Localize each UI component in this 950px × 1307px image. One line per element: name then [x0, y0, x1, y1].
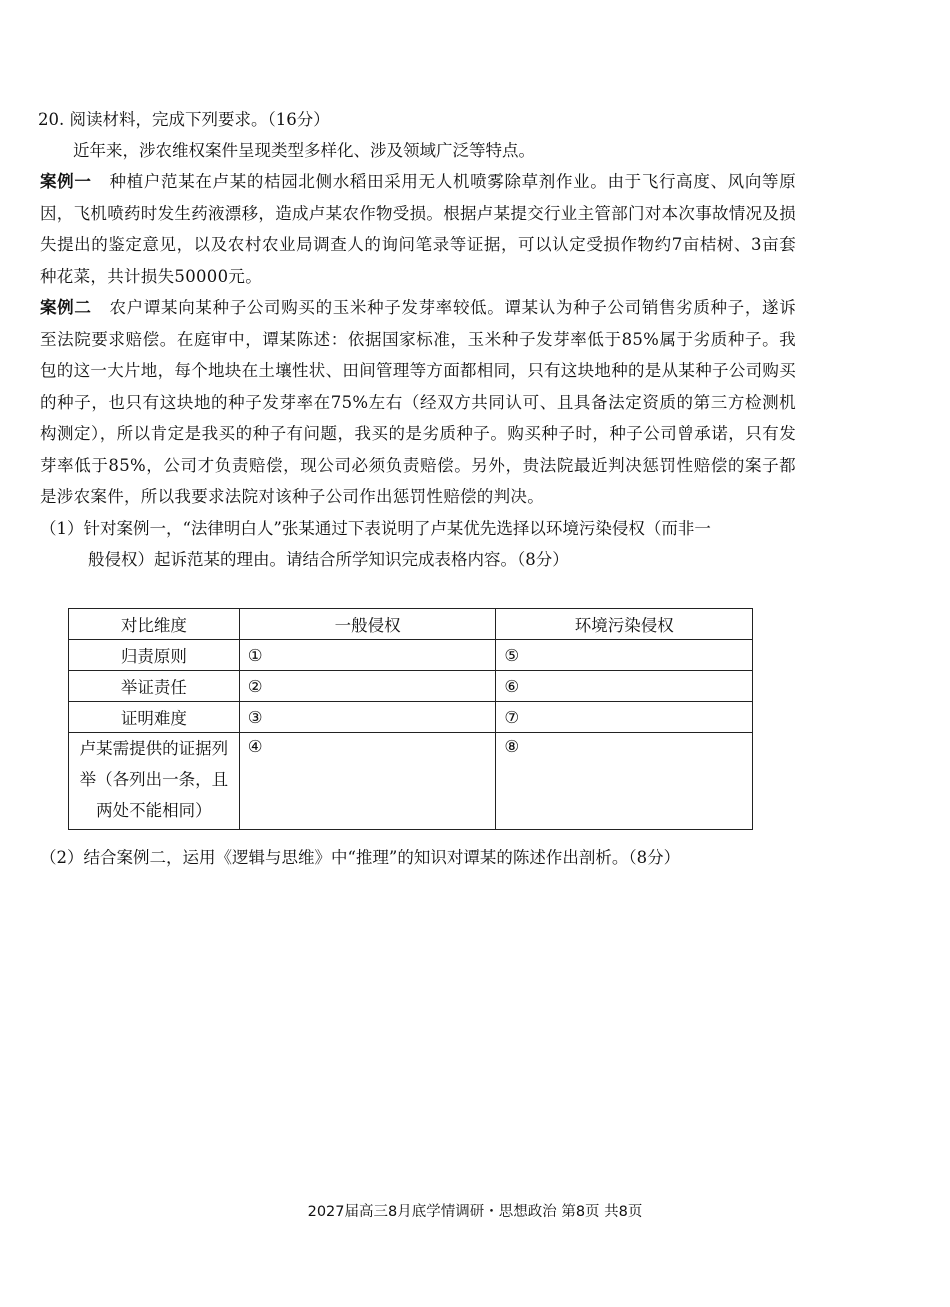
- table-header-cell: 环境污染侵权: [496, 609, 753, 640]
- answer-blank-5: ⑤: [496, 640, 753, 671]
- table-row-label: 举证责任: [69, 671, 240, 702]
- table-row: [69, 702, 753, 733]
- table-row-label: 归责原则: [69, 640, 240, 671]
- answer-blank-1: ①: [239, 640, 496, 671]
- table-header-row: [69, 609, 753, 640]
- table-header-cell: 一般侵权: [239, 609, 496, 640]
- answer-blank-8: ⑧: [496, 733, 753, 830]
- question-title: 20. 阅读材料，完成下列要求。（16分）: [38, 110, 330, 129]
- subquestion-2: （2）结合案例二，运用《逻辑与思维》中“推理”的知识对谭某的陈述作出剖析。（8分）: [40, 848, 681, 867]
- table-row: [69, 671, 753, 702]
- case2-label: 案例二: [40, 298, 92, 317]
- answer-blank-2: ②: [239, 671, 496, 702]
- answer-blank-6: ⑥: [496, 671, 753, 702]
- question-intro: 近年来，涉农维权案件呈现类型多样化、涉及领域广泛等特点。: [73, 141, 535, 160]
- table-row-label: 证明难度: [69, 702, 240, 733]
- comparison-table: [68, 608, 753, 830]
- case1-paragraph: [40, 166, 796, 292]
- answer-blank-4: ④: [239, 733, 496, 830]
- question-block: [40, 104, 796, 575]
- case2-text: 农户谭某向某种子公司购买的玉米种子发芽率较低。谭某认为种子公司销售劣质种子，遂诉至法院要求赔偿。在庭审中，谭某陈述：依据国家标准，玉米种子发芽率低于85%属于劣质种子。我包的这一大片地，每个地块在土壤性状、田间管理等方面都相同，只有这块地种的是从某种子公司购买的种子，也只有这块地的种子发芽率在75%左右（经双方共同认可、且具备法定资质的第三方检测机构测定），所以肯定是我买的种子有问题，我买的是劣质种子。购买种子时，种子公司曾承诺，只有发芽率低于85%，公司才负责赔偿，现公司必须负责赔偿。另外，贵法院最近判决惩罚性赔偿的案子都是涉农案件，所以我要求法院对该种子公司作出惩罚性赔偿的判决。: [40, 298, 796, 506]
- case1-label: 案例一: [40, 172, 92, 191]
- table-row: [69, 640, 753, 671]
- page-footer: 2027届高三8月底学情调研・思想政治 第8页 共8页: [307, 1204, 643, 1220]
- case2-paragraph: [40, 292, 796, 513]
- case1-text: 种植户范某在卢某的桔园北侧水稻田采用无人机喷雾除草剂作业。由于飞行高度、风向等原因，飞机喷药时发生药液漂移，造成卢某农作物受损。根据卢某提交行业主管部门对本次事故情况及损失提出的鉴定意见，以及农村农业局调查人的询问笔录等证据，可以认定受损作物约7亩桔树、3亩套种花菜，共计损失50000元。: [40, 172, 796, 286]
- subquestion-1-line1: （1）针对案例一，“法律明白人”张某通过下表说明了卢某优先选择以环境污染侵权（而非一: [40, 518, 711, 538]
- subquestion-1-line2: 般侵权）起诉范某的理由。请结合所学知识完成表格内容。（8分）: [88, 549, 569, 569]
- question-block-2: [40, 842, 796, 873]
- table-row: [69, 733, 753, 830]
- table-header-cell: 对比维度: [69, 609, 240, 640]
- table-row-label: 卢某需提供的证据列举（各列出一条，且两处不能相同）: [69, 733, 240, 830]
- answer-blank-3: ③: [239, 702, 496, 733]
- answer-blank-7: ⑦: [496, 702, 753, 733]
